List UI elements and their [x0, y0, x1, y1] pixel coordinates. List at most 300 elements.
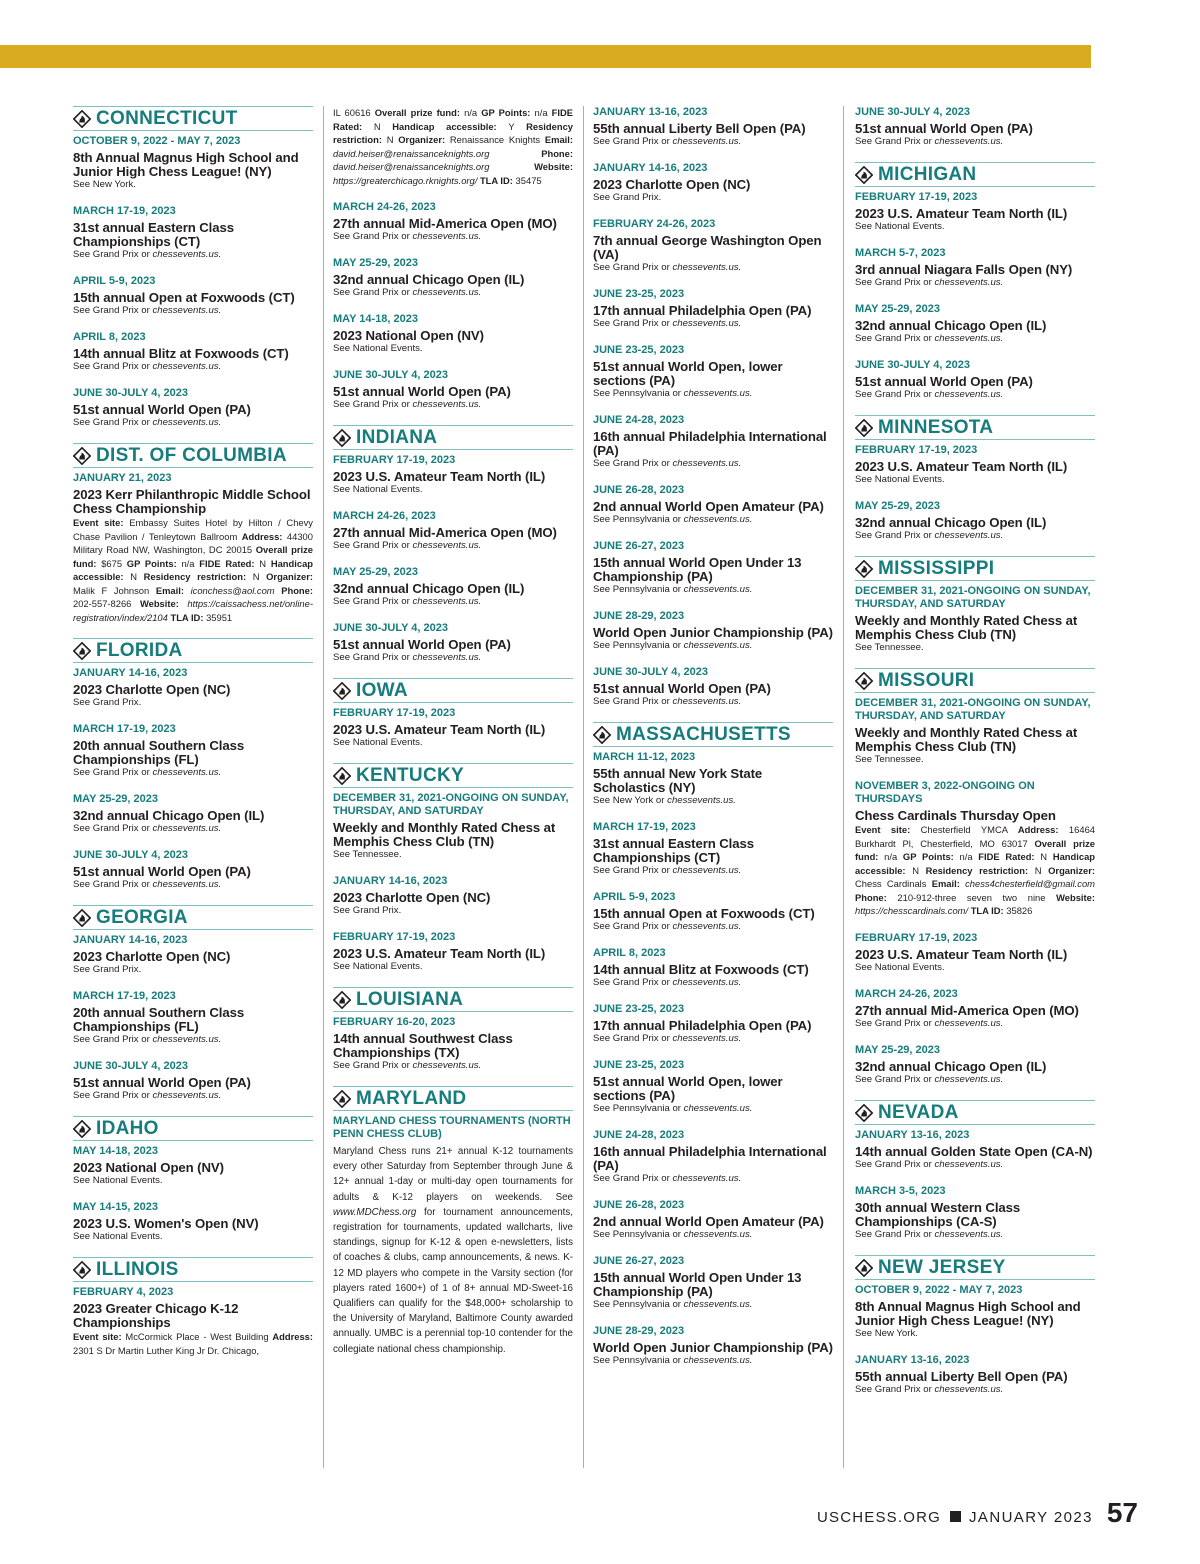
event-reference — [855, 136, 1095, 148]
event-listing — [333, 201, 573, 243]
detail-label: GP Points: — [481, 107, 535, 118]
reference-link[interactable]: chessevents.us. — [934, 1158, 1004, 1170]
reference-text: See National Events. — [855, 961, 945, 973]
event-date: JUNE 30-JULY 4, 2023 — [333, 622, 448, 634]
event-title: 2nd annual World Open Amateur (PA) — [593, 1214, 824, 1229]
reference-link[interactable]: chessevents.us. — [683, 584, 753, 595]
event-listing — [855, 191, 1095, 233]
event-listing — [593, 540, 833, 596]
event-listing — [593, 610, 833, 652]
reference-link[interactable]: chessevents.us. — [672, 262, 742, 273]
event-date: JANUARY 13-16, 2023 — [855, 1128, 970, 1141]
reference-link[interactable]: chessevents.us. — [672, 458, 742, 469]
detail-label: Organizer: — [398, 134, 450, 145]
knight-diamond-icon — [73, 642, 91, 660]
event-date: MARCH 24-26, 2023 — [855, 987, 958, 1000]
event-reference — [855, 962, 1095, 974]
reference-text: See Grand Prix or — [333, 596, 413, 607]
event-listing — [855, 988, 1095, 1030]
detail-text: $675 — [101, 557, 127, 569]
detail-link[interactable]: chess4chesterfield@gmail.com — [965, 878, 1095, 889]
reference-link[interactable]: chessevents.us. — [683, 1355, 753, 1366]
detail-text: N — [912, 864, 926, 876]
event-title: 14th annual Southwest Class Championships (TX) — [333, 1031, 513, 1060]
event-listing — [855, 1284, 1095, 1340]
detail-label: Address: — [272, 1331, 314, 1342]
event-reference — [593, 977, 833, 989]
event-details — [73, 1330, 313, 1357]
event-listing — [855, 444, 1095, 486]
reference-link[interactable]: chessevents.us. — [412, 652, 482, 663]
event-reference — [593, 262, 833, 274]
event-title: 8th Annual Magnus High School and Junior High Chess League! (NY) — [855, 1298, 1081, 1328]
reference-link[interactable]: chessevents.us. — [934, 1073, 1004, 1085]
state-name: GEORGIA — [96, 907, 188, 928]
event-listing — [73, 275, 313, 317]
event-reference — [333, 596, 573, 608]
state-name: MASSACHUSETTS — [616, 724, 791, 745]
reference-text: See Grand Prix or — [855, 1073, 935, 1085]
event-listing — [73, 1060, 313, 1102]
event-reference — [73, 697, 313, 709]
event-reference — [593, 192, 833, 204]
event-date: JANUARY 13-16, 2023 — [593, 106, 708, 118]
event-date: JUNE 24-28, 2023 — [593, 414, 685, 426]
reference-link[interactable]: chessevents.us. — [152, 879, 222, 890]
event-listing — [333, 931, 573, 973]
reference-link[interactable]: chessevents.us. — [672, 1173, 742, 1184]
event-title: 2023 Charlotte Open (NC) — [73, 682, 231, 697]
event-date: JANUARY 14-16, 2023 — [593, 162, 708, 174]
event-reference — [593, 136, 833, 148]
event-reference — [593, 318, 833, 330]
event-date: MAY 25-29, 2023 — [855, 500, 941, 512]
event-reference — [855, 642, 1095, 654]
event-listing — [333, 369, 573, 411]
detail-label: FIDE Rated: — [333, 107, 574, 132]
event-date: JUNE 30-JULY 4, 2023 — [593, 666, 708, 678]
detail-text: N — [252, 571, 267, 582]
column-divider — [843, 106, 844, 1468]
event-title: 31st annual Eastern Class Championships (CT) — [593, 836, 754, 865]
reference-link[interactable]: chessevents.us. — [672, 1033, 742, 1044]
event-listing — [73, 331, 313, 373]
reference-text: See National Events. — [333, 961, 423, 972]
reference-text: See Pennsylvania or — [593, 514, 684, 525]
reference-text: See Grand Prix or — [855, 1383, 935, 1395]
detail-text: 210-912-three seven two nine — [897, 891, 1057, 903]
reference-link[interactable]: chessevents.us. — [683, 640, 753, 651]
reference-link[interactable]: chessevents.us. — [412, 1060, 482, 1071]
page-footer — [817, 1497, 1138, 1529]
event-reference — [73, 1034, 313, 1046]
reference-link[interactable]: chessevents.us. — [152, 823, 222, 834]
reference-link[interactable]: chessevents.us. — [152, 305, 222, 316]
event-description — [333, 1144, 573, 1357]
event-date: JANUARY 14-16, 2023 — [333, 875, 448, 887]
detail-link[interactable]: www.MDChess.org — [333, 1206, 417, 1218]
reference-link[interactable]: chessevents.us. — [672, 136, 742, 147]
detail-text: Chesterfield YMCA — [920, 824, 1018, 835]
detail-link[interactable]: https://caissachess.net/online-registration/index/2104 — [73, 598, 313, 623]
event-date: FEBRUARY 17-19, 2023 — [333, 454, 456, 466]
reference-link[interactable]: chessevents.us. — [683, 1103, 753, 1114]
reference-text: See National Events. — [855, 221, 945, 232]
event-title: 55th annual New York State Scholastics (NY) — [593, 766, 763, 795]
detail-text: Embassy Suites Hotel by Hilton / Chevy Chase Pavilion / Tenleytown Ballroom — [73, 517, 313, 542]
reference-text: See Grand Prix. — [593, 192, 662, 203]
event-listing — [73, 205, 313, 261]
event-date: MAY 14-18, 2023 — [333, 313, 419, 325]
state-heading — [73, 106, 313, 131]
event-date: MAY 14-18, 2023 — [73, 1145, 159, 1157]
event-date: MARCH 3-5, 2023 — [855, 1184, 946, 1197]
knight-diamond-icon — [73, 447, 91, 465]
event-listing — [855, 500, 1095, 542]
detail-link[interactable]: david.heiser@renaissanceknights.org — [333, 147, 542, 159]
state-heading — [855, 415, 1095, 440]
reference-link[interactable]: chessevents.us. — [672, 865, 742, 876]
reference-link[interactable]: chessevents.us. — [934, 1383, 1004, 1395]
event-title: 14th annual Blitz at Foxwoods (CT) — [73, 346, 289, 361]
reference-text: See New York or — [593, 795, 668, 806]
detail-text: n/a — [181, 557, 200, 569]
event-date: JUNE 30-JULY 4, 2023 — [73, 1060, 188, 1072]
reference-text: See National Events. — [333, 484, 423, 495]
state-heading — [73, 905, 313, 930]
event-listing — [855, 1044, 1095, 1086]
reference-text: See Grand Prix or — [73, 767, 153, 778]
event-listing — [593, 1129, 833, 1185]
event-date: FEBRUARY 17-19, 2023 — [333, 931, 456, 943]
event-reference — [73, 1231, 313, 1243]
reference-link[interactable]: chessevents.us. — [672, 921, 742, 932]
event-date: JUNE 23-25, 2023 — [593, 288, 685, 300]
knight-diamond-icon — [333, 767, 351, 785]
reference-text: See Grand Prix or — [593, 136, 673, 147]
event-title: 16th annual Philadelphia International (PA) — [593, 1144, 827, 1173]
reference-link[interactable]: chessevents.us. — [667, 795, 736, 806]
reference-link[interactable]: chessevents.us. — [152, 417, 222, 428]
reference-link[interactable]: chessevents.us. — [152, 1090, 222, 1101]
detail-link[interactable]: iconchess@aol.com — [190, 584, 282, 596]
knight-diamond-icon — [855, 166, 873, 184]
detail-link[interactable]: david.heiser@renaissanceknights.org — [333, 161, 535, 172]
event-date: MARCH 5-7, 2023 — [855, 247, 946, 259]
state-heading — [593, 722, 833, 747]
event-reference — [593, 1173, 833, 1185]
detail-link[interactable]: https://greaterchicago.rknights.org/ — [333, 174, 480, 186]
header-color-bar — [0, 45, 1091, 68]
footer-issue-month: JANUARY 2023 — [969, 1509, 1093, 1526]
event-title: 20th annual Southern Class Championships (FL) — [73, 738, 245, 767]
event-listing — [593, 484, 833, 526]
event-title: 17th annual Philadelphia Open (PA) — [593, 1018, 812, 1033]
reference-link[interactable]: chessevents.us. — [683, 514, 753, 525]
detail-text: N — [373, 120, 393, 132]
reference-text: See Grand Prix or — [73, 823, 153, 834]
event-title: 55th annual Liberty Bell Open (PA) — [855, 1368, 1068, 1384]
event-listing — [73, 472, 313, 624]
event-reference — [593, 921, 833, 933]
detail-label: Residency restriction: — [143, 571, 253, 582]
reference-link[interactable]: chessevents.us. — [934, 1017, 1004, 1029]
detail-label: Email: — [931, 878, 966, 889]
event-listing — [333, 1115, 573, 1357]
knight-diamond-icon — [333, 429, 351, 447]
detail-label: Phone: — [541, 147, 573, 159]
state-name: IDAHO — [96, 1118, 159, 1139]
reference-text: See Tennessee. — [855, 642, 924, 653]
reference-link[interactable]: chessevents.us. — [934, 1228, 1004, 1240]
event-reference — [593, 1299, 833, 1311]
reference-text: See Pennsylvania or — [593, 388, 684, 399]
event-date: FEBRUARY 17-19, 2023 — [855, 444, 978, 456]
event-title: 51st annual World Open (PA) — [855, 121, 1033, 136]
reference-text: See Grand Prix or — [593, 696, 673, 707]
event-reference — [593, 458, 833, 470]
event-title: 20th annual Southern Class Championships (FL) — [73, 1005, 245, 1034]
detail-label: TLA ID: — [479, 174, 516, 186]
detail-text: 16464 Burkhardt Pl, Chesterfield, MO 63017 — [855, 824, 1095, 849]
event-reference — [593, 865, 833, 877]
reference-text: See Grand Prix or — [593, 865, 673, 876]
event-reference — [855, 389, 1095, 401]
detail-label: Address: — [1017, 824, 1069, 835]
event-title: 2023 U.S. Women's Open (NV) — [73, 1216, 259, 1231]
reference-link[interactable]: chessevents.us. — [683, 1299, 753, 1310]
event-listing — [333, 257, 573, 299]
event-title: 51st annual World Open (PA) — [333, 637, 511, 652]
event-title: 14th annual Blitz at Foxwoods (CT) — [593, 962, 809, 977]
detail-label: Website: — [1056, 891, 1095, 903]
reference-text: See Grand Prix. — [73, 964, 142, 975]
event-reference — [73, 767, 313, 779]
event-reference — [593, 1103, 833, 1115]
event-details — [855, 823, 1095, 918]
event-title: 32nd annual Chicago Open (IL) — [855, 318, 1047, 333]
event-listing — [593, 344, 833, 400]
footer-square-icon — [950, 1511, 961, 1522]
event-title: 14th annual Golden State Open (CA-N) — [855, 1143, 1093, 1159]
reference-link[interactable]: chessevents.us. — [152, 361, 222, 372]
event-listing — [333, 510, 573, 552]
event-date: JUNE 30-JULY 4, 2023 — [73, 849, 188, 861]
event-reference — [73, 417, 313, 429]
event-date: FEBRUARY 24-26, 2023 — [593, 218, 716, 230]
event-title: 2023 U.S. Amateur Team North (IL) — [333, 946, 546, 961]
reference-link[interactable]: chessevents.us. — [934, 136, 1004, 147]
reference-link[interactable]: chessevents.us. — [152, 767, 222, 778]
event-title: 2nd annual World Open Amateur (PA) — [593, 499, 824, 514]
event-reference — [593, 696, 833, 708]
reference-text: See Pennsylvania or — [593, 1355, 684, 1366]
reference-link[interactable]: chessevents.us. — [672, 977, 742, 988]
reference-text: See Grand Prix or — [73, 361, 153, 372]
state-heading — [855, 556, 1095, 581]
state-heading — [855, 668, 1095, 693]
reference-text: See Pennsylvania or — [593, 640, 684, 651]
reference-link[interactable]: chessevents.us. — [412, 540, 482, 551]
state-name: LOUISIANA — [356, 989, 464, 1010]
event-reference — [593, 1033, 833, 1045]
event-listing — [333, 1016, 573, 1072]
event-title: 51st annual World Open, lower sections (PA) — [593, 359, 783, 388]
reference-text: See Grand Prix or — [855, 1017, 935, 1029]
detail-label: Email: — [155, 584, 191, 596]
detail-link[interactable]: https://chesscardinals.com/ — [855, 905, 971, 916]
event-reference — [73, 249, 313, 261]
event-title: 32nd annual Chicago Open (IL) — [333, 272, 525, 287]
event-reference — [855, 754, 1095, 766]
event-reference — [333, 484, 573, 496]
knight-diamond-icon — [73, 1120, 91, 1138]
event-reference — [333, 540, 573, 552]
event-title: 2023 Charlotte Open (NC) — [73, 949, 231, 964]
event-reference — [855, 333, 1095, 345]
event-listing — [593, 666, 833, 708]
reference-link[interactable]: chessevents.us. — [683, 1229, 753, 1240]
knight-diamond-icon — [855, 560, 873, 578]
event-reference — [73, 879, 313, 891]
event-reference — [593, 640, 833, 652]
knight-diamond-icon — [855, 419, 873, 437]
reference-link[interactable]: chessevents.us. — [934, 389, 1004, 400]
state-name: FLORIDA — [96, 640, 183, 661]
event-title: World Open Junior Championship (PA) — [593, 1340, 833, 1355]
event-date: JUNE 30-JULY 4, 2023 — [855, 106, 970, 118]
reference-text: See Grand Prix or — [333, 1060, 413, 1071]
detail-text: Chess Cardinals — [855, 878, 932, 889]
event-reference — [855, 1229, 1095, 1241]
reference-text: See Grand Prix. — [333, 905, 402, 916]
event-title: 51st annual World Open (PA) — [73, 864, 251, 879]
reference-text: See Pennsylvania or — [593, 1299, 684, 1310]
reference-link[interactable]: chessevents.us. — [934, 277, 1004, 288]
reference-text: See Grand Prix or — [855, 1228, 935, 1240]
event-reference — [73, 179, 313, 191]
detail-label: Overall prize fund: — [855, 837, 1095, 862]
state-name: MINNESOTA — [878, 417, 994, 438]
detail-text: n/a — [884, 851, 903, 862]
event-date: MARCH 11-12, 2023 — [593, 751, 696, 763]
event-listing — [333, 792, 573, 861]
detail-label: TLA ID: — [970, 905, 1007, 916]
event-listing — [73, 723, 313, 779]
reference-text: See Grand Prix or — [333, 540, 413, 551]
detail-text: 35951 — [206, 611, 233, 623]
event-date: JUNE 30-JULY 4, 2023 — [333, 369, 448, 381]
reference-link[interactable]: chessevents.us. — [412, 231, 482, 242]
event-date: JUNE 23-25, 2023 — [593, 1003, 685, 1015]
event-date: OCTOBER 9, 2022 - MAY 7, 2023 — [855, 1283, 1023, 1296]
reference-text: See Grand Prix or — [73, 305, 153, 316]
event-reference — [73, 305, 313, 317]
event-listing — [333, 622, 573, 664]
event-title: 2023 U.S. Amateur Team North (IL) — [855, 206, 1068, 221]
state-name: KENTUCKY — [356, 765, 464, 786]
event-reference — [73, 964, 313, 976]
event-date: JUNE 26-28, 2023 — [593, 484, 685, 496]
event-date: JUNE 28-29, 2023 — [593, 610, 685, 622]
event-date: MAY 14-15, 2023 — [73, 1201, 159, 1213]
state-name: IOWA — [356, 680, 408, 701]
detail-text: n/a — [464, 107, 482, 118]
detail-label: Handicap accessible: — [392, 120, 509, 132]
event-date: JANUARY 14-16, 2023 — [73, 934, 188, 946]
event-date: MARCH 17-19, 2023 — [593, 821, 696, 833]
event-date: JUNE 26-28, 2023 — [593, 1199, 685, 1211]
reference-link[interactable]: chessevents.us. — [152, 1034, 222, 1045]
reference-link[interactable]: chessevents.us. — [672, 696, 742, 707]
event-listing — [333, 707, 573, 749]
reference-text: See Grand Prix or — [73, 417, 153, 428]
event-date: FEBRUARY 17-19, 2023 — [855, 931, 978, 944]
event-reference — [333, 287, 573, 299]
event-reference — [333, 737, 573, 749]
reference-link[interactable]: chessevents.us. — [683, 388, 753, 399]
reference-link[interactable]: chessevents.us. — [934, 530, 1004, 541]
event-listing — [73, 387, 313, 429]
detail-text: 44300 Military Road NW, Washington, DC 20015 — [73, 530, 313, 555]
event-title: 27th annual Mid-America Open (MO) — [855, 1002, 1079, 1018]
event-reference — [855, 530, 1095, 542]
state-name: CONNECTICUT — [96, 108, 238, 129]
event-date: JUNE 23-25, 2023 — [593, 344, 685, 356]
state-heading — [855, 1255, 1095, 1280]
detail-label: Event site: — [73, 517, 130, 528]
footer-site[interactable]: USCHESS.ORG — [816, 1509, 942, 1526]
reference-link[interactable]: chessevents.us. — [412, 596, 482, 607]
event-reference — [333, 231, 573, 243]
detail-label: Overall prize fund: — [73, 544, 313, 569]
event-reference — [855, 1074, 1095, 1086]
reference-link[interactable]: chessevents.us. — [412, 399, 482, 410]
event-date: MARYLAND CHESS TOURNAMENTS (NORTH PENN CHESS CLUB) — [333, 1115, 571, 1140]
event-date: OCTOBER 9, 2022 - MAY 7, 2023 — [73, 135, 241, 147]
event-title: 51st annual World Open, lower sections (PA) — [593, 1074, 783, 1103]
event-date: MAY 25-29, 2023 — [855, 303, 941, 315]
event-reference — [593, 584, 833, 596]
event-reference — [333, 343, 573, 355]
event-title: 51st annual World Open (PA) — [73, 402, 251, 417]
reference-link[interactable]: chessevents.us. — [934, 333, 1004, 344]
event-date: JUNE 26-27, 2023 — [593, 1255, 685, 1267]
event-title: 7th annual George Washington Open (VA) — [593, 233, 822, 262]
event-title: 51st annual World Open (PA) — [333, 384, 511, 399]
reference-link[interactable]: chessevents.us. — [672, 318, 742, 329]
reference-text: See Grand Prix or — [593, 262, 673, 273]
column-divider — [583, 106, 584, 1468]
detail-text: McCormick Place - West Building — [125, 1331, 273, 1342]
event-reference — [593, 795, 833, 807]
reference-link[interactable]: chessevents.us. — [152, 249, 222, 260]
state-name: MARYLAND — [356, 1088, 467, 1109]
reference-text: See Grand Prix or — [593, 1033, 673, 1044]
detail-text: Y — [508, 120, 527, 132]
detail-label: Organizer: — [266, 571, 314, 582]
reference-text: See Grand Prix or — [73, 249, 153, 260]
event-listing — [593, 288, 833, 330]
event-listing — [333, 566, 573, 608]
event-listing — [593, 891, 833, 933]
reference-link[interactable]: chessevents.us. — [412, 287, 482, 298]
event-date: FEBRUARY 17-19, 2023 — [855, 191, 978, 203]
event-listing — [855, 1354, 1095, 1396]
event-reference — [855, 1018, 1095, 1030]
knight-diamond-icon — [73, 1261, 91, 1279]
state-heading — [333, 987, 573, 1012]
